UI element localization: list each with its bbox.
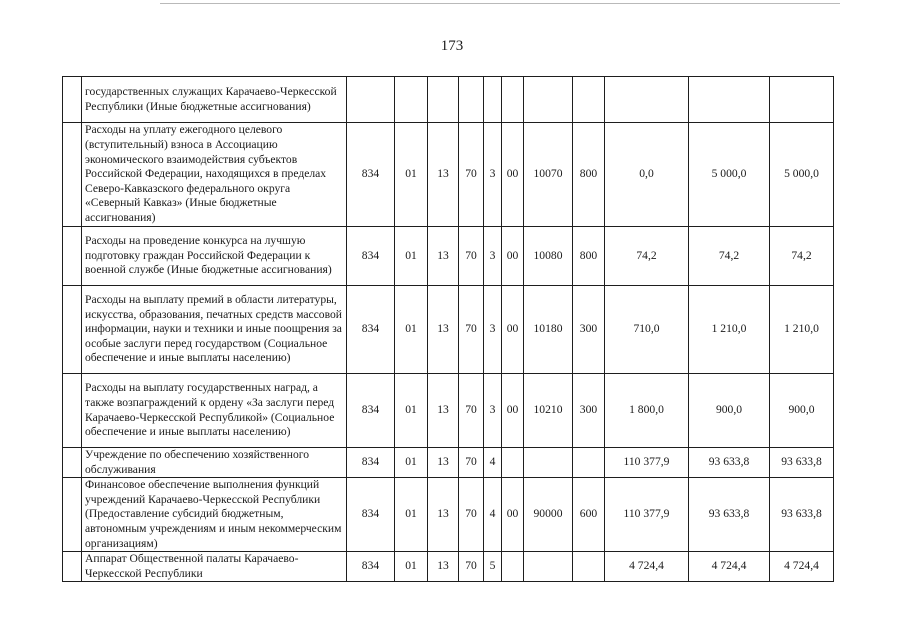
amount-year-3-cell: 5 000,0: [770, 123, 834, 227]
section-cell: 01: [395, 227, 428, 286]
section-cell: 01: [395, 552, 428, 582]
table-row: [63, 77, 834, 123]
subprogram-cell: 4: [484, 478, 502, 552]
main-event-cell: [502, 77, 524, 123]
subprogram-cell: 5: [484, 552, 502, 582]
expense-type-cell: [573, 77, 605, 123]
subsection-cell: 13: [428, 552, 459, 582]
direction-cell: 10080: [524, 227, 573, 286]
section-cell: 01: [395, 123, 428, 227]
subprogram-cell: 3: [484, 227, 502, 286]
expense-name-cell: Расходы на выплату государственных наград, а также возпаграждений к ордену «За заслуги перед Карачаево-Черкесской Республикой» (Социальное обеспечение и иные выплаты населению): [82, 374, 347, 448]
expense-name-cell: Финансовое обеспечение выполнения функций учреждений Карачаево-Черкесской Республики (Предоставление субсидий бюджетным, автономным учреждениям и иным некоммерческим организациям): [82, 478, 347, 552]
subsection-cell: 13: [428, 374, 459, 448]
amount-year-1-cell: 1 800,0: [605, 374, 689, 448]
amount-year-2-cell: 93 633,8: [689, 448, 770, 478]
row-margin-cell: [63, 123, 82, 227]
direction-cell: 10210: [524, 374, 573, 448]
amount-year-1-cell: 710,0: [605, 286, 689, 374]
table-row: [63, 227, 834, 286]
amount-year-3-cell: [770, 77, 834, 123]
main-event-cell: 00: [502, 478, 524, 552]
amount-year-2-cell: 900,0: [689, 374, 770, 448]
amount-year-1-cell: 110 377,9: [605, 448, 689, 478]
amount-year-3-cell: 1 210,0: [770, 286, 834, 374]
expense-type-cell: 600: [573, 478, 605, 552]
table-row: [63, 448, 834, 478]
amount-year-1-cell: 0,0: [605, 123, 689, 227]
direction-cell: [524, 448, 573, 478]
program-cell: [459, 77, 484, 123]
amount-year-1-cell: 110 377,9: [605, 478, 689, 552]
amount-year-1-cell: 74,2: [605, 227, 689, 286]
row-margin-cell: [63, 478, 82, 552]
expense-type-cell: 300: [573, 374, 605, 448]
section-cell: 01: [395, 478, 428, 552]
amount-year-1-cell: 4 724,4: [605, 552, 689, 582]
main-event-cell: 00: [502, 227, 524, 286]
row-margin-cell: [63, 286, 82, 374]
amount-year-2-cell: 5 000,0: [689, 123, 770, 227]
table-row: [63, 286, 834, 374]
row-margin-cell: [63, 374, 82, 448]
subsection-cell: 13: [428, 448, 459, 478]
subsection-cell: [428, 77, 459, 123]
row-margin-cell: [63, 227, 82, 286]
direction-cell: 10180: [524, 286, 573, 374]
budget-table-body: [63, 77, 834, 582]
table-row: [63, 123, 834, 227]
program-cell: 70: [459, 286, 484, 374]
section-cell: 01: [395, 448, 428, 478]
amount-year-2-cell: 93 633,8: [689, 478, 770, 552]
expense-name-cell: Расходы на проведение конкурса на лучшую подготовку граждан Российской Федерации к военной службе (Иные бюджетные ассигнования): [82, 227, 347, 286]
amount-year-3-cell: 900,0: [770, 374, 834, 448]
direction-cell: 90000: [524, 478, 573, 552]
direction-cell: [524, 77, 573, 123]
subprogram-cell: 3: [484, 286, 502, 374]
section-cell: 01: [395, 286, 428, 374]
section-cell: [395, 77, 428, 123]
expense-type-cell: [573, 448, 605, 478]
table-row: [63, 552, 834, 582]
expense-name-cell: государственных служащих Карачаево-Черкесской Республики (Иные бюджетные ассигнования): [82, 77, 347, 123]
main-event-cell: [502, 448, 524, 478]
main-event-cell: 00: [502, 286, 524, 374]
subsection-cell: 13: [428, 227, 459, 286]
expense-name-cell: Аппарат Общественной палаты Карачаево-Черкесской Республики: [82, 552, 347, 582]
gr-code-cell: [347, 77, 395, 123]
subprogram-cell: 3: [484, 374, 502, 448]
row-margin-cell: [63, 552, 82, 582]
expense-type-cell: 800: [573, 123, 605, 227]
amount-year-2-cell: 74,2: [689, 227, 770, 286]
amount-year-2-cell: 1 210,0: [689, 286, 770, 374]
subprogram-cell: [484, 77, 502, 123]
program-cell: 70: [459, 123, 484, 227]
amount-year-3-cell: 93 633,8: [770, 448, 834, 478]
direction-cell: 10070: [524, 123, 573, 227]
row-margin-cell: [63, 77, 82, 123]
program-cell: 70: [459, 448, 484, 478]
gr-code-cell: 834: [347, 374, 395, 448]
program-cell: 70: [459, 478, 484, 552]
subprogram-cell: 4: [484, 448, 502, 478]
gr-code-cell: 834: [347, 123, 395, 227]
expense-type-cell: [573, 552, 605, 582]
program-cell: 70: [459, 227, 484, 286]
main-event-cell: [502, 552, 524, 582]
gr-code-cell: 834: [347, 286, 395, 374]
section-cell: 01: [395, 374, 428, 448]
table-row: [63, 374, 834, 448]
page-number: 173: [440, 38, 464, 54]
expense-name-cell: Расходы на уплату ежегодного целевого (вступительный) взноса в Ассоциацию экономического взаимодействия субъектов Российской Федерации, находящихся в пределах Северо-Кавказского федерального округа «Северный Кавказ» (Иные бюджетные ассигнования): [82, 123, 347, 227]
gr-code-cell: 834: [347, 227, 395, 286]
amount-year-2-cell: [689, 77, 770, 123]
expense-name-cell: Расходы на выплату премий в области литературы, искусства, образования, печатных средств массовой информации, науки и техники и иные поощрения за особые заслуги перед государством (Социальное обеспечение и иные выплаты населению): [82, 286, 347, 374]
main-event-cell: 00: [502, 374, 524, 448]
gr-code-cell: 834: [347, 448, 395, 478]
gr-code-cell: 834: [347, 552, 395, 582]
expense-type-cell: 300: [573, 286, 605, 374]
amount-year-3-cell: 93 633,8: [770, 478, 834, 552]
amount-year-3-cell: 4 724,4: [770, 552, 834, 582]
table-row: [63, 478, 834, 552]
subsection-cell: 13: [428, 478, 459, 552]
direction-cell: [524, 552, 573, 582]
program-cell: 70: [459, 552, 484, 582]
amount-year-1-cell: [605, 77, 689, 123]
top-rule: [160, 3, 840, 4]
program-cell: 70: [459, 374, 484, 448]
amount-year-2-cell: 4 724,4: [689, 552, 770, 582]
row-margin-cell: [63, 448, 82, 478]
subprogram-cell: 3: [484, 123, 502, 227]
expense-type-cell: 800: [573, 227, 605, 286]
budget-table: [62, 76, 834, 582]
expense-name-cell: Учреждение по обеспечению хозяйственного обслуживания: [82, 448, 347, 478]
subsection-cell: 13: [428, 123, 459, 227]
main-event-cell: 00: [502, 123, 524, 227]
gr-code-cell: 834: [347, 478, 395, 552]
amount-year-3-cell: 74,2: [770, 227, 834, 286]
subsection-cell: 13: [428, 286, 459, 374]
